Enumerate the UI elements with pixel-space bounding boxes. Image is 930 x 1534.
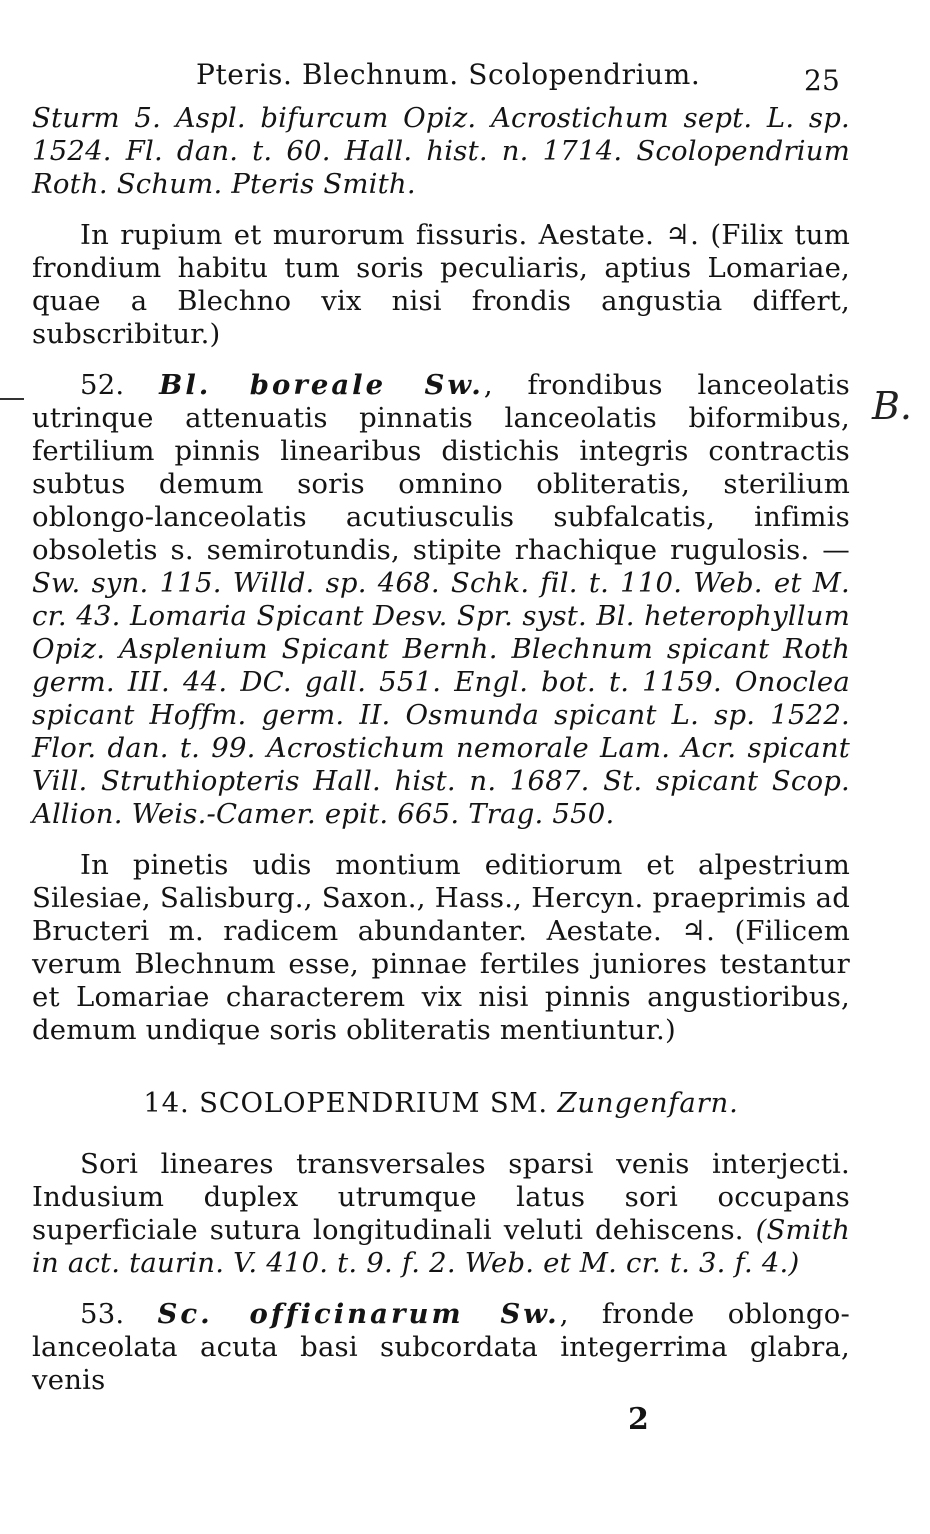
page-number: 25	[803, 64, 840, 97]
running-title: Pteris. Blechnum. Scolopendrium.	[196, 58, 701, 91]
habitat-paragraph: In rupium et murorum fissuris. Aestate. ♃. (Filix tum frondium habitu tum soris peculiaris, aptius Lomariae, quae a Blechno vix nisi frondis angustia differt, subscribitur.)	[32, 219, 850, 350]
species-52-description: , frondibus lanceolatis utrinque attenuatis pinnatis lanceolatis biformibus, fertilium pinnis linearibus distichis integris contractis subtus demum soris omnino obliteratis, sterilium oblongo-lanceolatis acutiusculis subfalcatis, infimis obsoletis s. semirotundis, stipite rhachique rugulosis. —	[32, 369, 850, 566]
genus-reference: (Smith in act. taurin. V. 410. t. 9. f. 2. Web. et M. cr. t. 3. f. 4.)	[32, 1214, 850, 1279]
species-53-name: Sc. officinarum Sw.	[157, 1298, 560, 1330]
habitat-paragraph-2: In pinetis udis montium editiorum et alpestrium Silesiae, Salisburg., Saxon., Hass., Hercyn. praeprimis ad Bructeri m. radicem abundanter. Aestate. ♃. (Filicem verum Blechnum esse, pinnae fertiles juniores testantur et Lomariae characterem vix nisi pinnis angustioribus, demum undique soris obliteratis mentiuntur.)	[32, 849, 850, 1046]
page-content	[32, 52, 850, 1415]
genus-heading	[32, 1087, 850, 1120]
synonyms-paragraph: Sturm 5. Aspl. bifurcum Opiz. Acrostichum sept. L. sp. 1524. Fl. dan. t. 60. Hall. hist. n. 1714. Scolopendrium Roth. Schum. Pteris Smith.	[32, 102, 850, 200]
species-53-number: 53.	[80, 1298, 125, 1330]
genus-description	[32, 1148, 850, 1280]
genus-number: 14.	[143, 1087, 190, 1119]
handwritten-margin-note: B.	[872, 384, 913, 428]
species-52-number: 52.	[80, 369, 125, 401]
species-52-synonyms: Sw. syn. 115. Willd. sp. 468. Schk. fil. t. 110. Web. et M. cr. 43. Lomaria Spicant Desv. Spr. syst. Bl. heterophyllum Opiz. Asplenium Spicant Bernh. Blechnum spicant Roth germ. III. 44. DC. gall. 551. Engl. bot. t. 1159. Onoclea spicant Hoffm. germ. II. Osmunda spicant L. sp. 1522. Flor. dan. t. 99. Acrostichum nemorale Lam. Acr. spicant Vill. Struthiopteris Hall. hist. n. 1687. St. spicant Scop. Allion. Weis.-Camer. epit. 665. Trag. 550.	[32, 567, 850, 830]
species-53-entry	[32, 1298, 850, 1397]
species-52-name: Bl. boreale Sw.	[159, 369, 484, 401]
genus-description-text: Sori lineares transversales sparsi venis interjecti. Indusium duplex utrumque latus sori occupans superficiale sutura longitudinali veluti dehiscens.	[32, 1148, 850, 1246]
genus-german-name: Zungenfarn.	[557, 1087, 739, 1119]
margin-dash	[0, 398, 24, 400]
signature-mark: 2	[628, 1402, 649, 1437]
running-header	[32, 52, 850, 102]
species-53-description: , fronde oblongo-lanceolata acuta basi subcordata integerrima glabra, venis	[32, 1298, 850, 1396]
genus-name: SCOLOPENDRIUM SM.	[199, 1087, 548, 1119]
species-52-entry	[32, 369, 850, 831]
